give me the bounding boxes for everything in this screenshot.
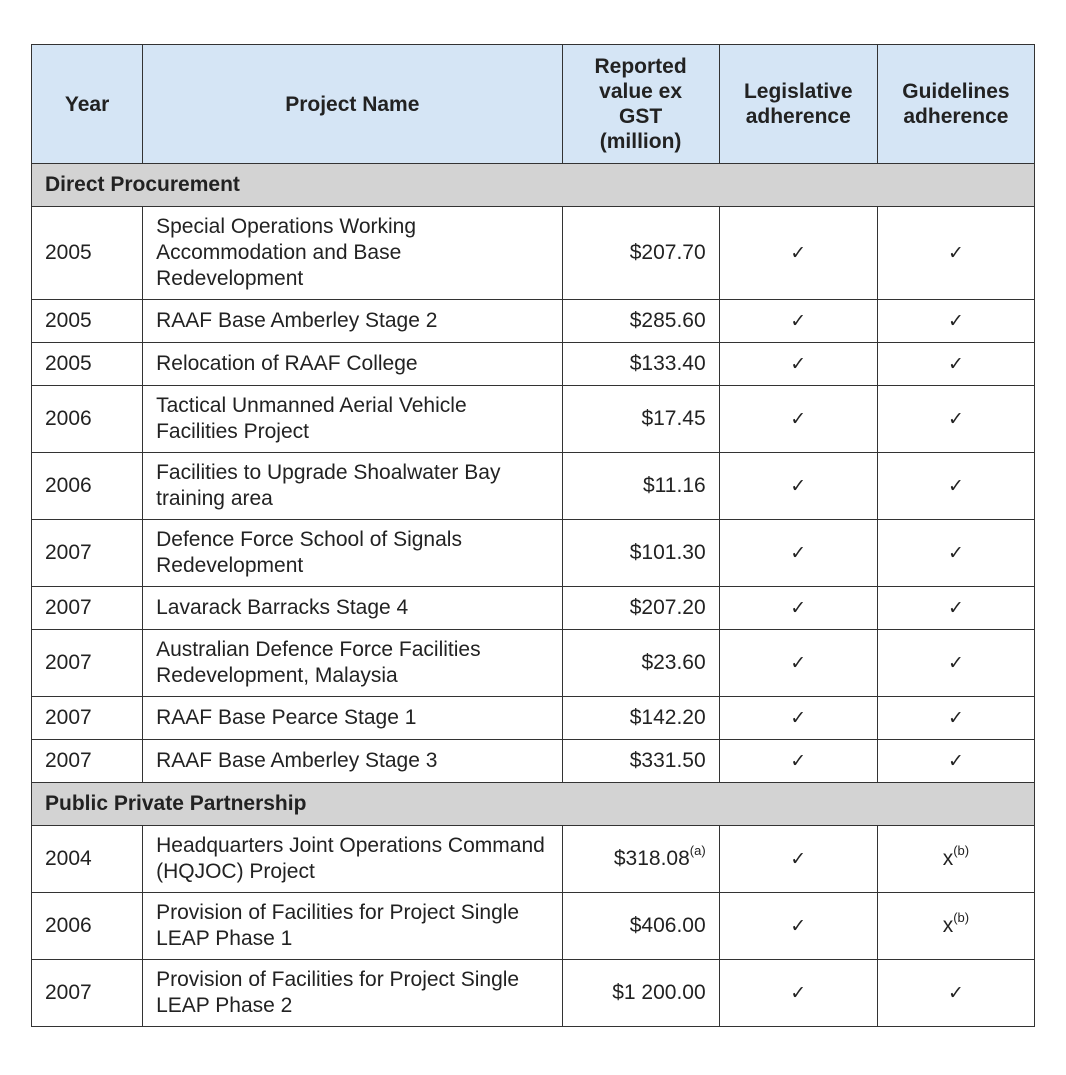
- header-legislative-line: Legislative: [743, 80, 853, 103]
- cell-reported-value: [562, 697, 719, 740]
- check-mark-icon: ✓: [790, 310, 807, 332]
- cell-year: 2006: [32, 453, 143, 520]
- cell-legislative-adherence: [719, 207, 877, 300]
- check-mark-icon: ✓: [947, 707, 964, 729]
- cell-project-name: Provision of Facilities for Project Single LEAP Phase 1: [143, 893, 562, 960]
- cell-legislative-adherence: [719, 300, 877, 343]
- cell-year: 2005: [32, 300, 143, 343]
- check-mark-icon: ✓: [790, 475, 807, 497]
- cell-reported-value: [562, 453, 719, 520]
- cell-guidelines-adherence: [877, 740, 1034, 783]
- cell-legislative-adherence: [719, 343, 877, 386]
- cross-mark-icon: x: [942, 914, 954, 937]
- header-value-line: value ex: [599, 80, 683, 103]
- cell-year: 2004: [32, 826, 143, 893]
- cell-guidelines-adherence: [877, 520, 1034, 587]
- table-row: [32, 300, 1035, 343]
- cell-project-name: Defence Force School of Signals Redevelopment: [143, 520, 562, 587]
- cross-mark-icon: x: [942, 847, 954, 870]
- table-row: [32, 453, 1035, 520]
- cell-project-name: RAAF Base Amberley Stage 3: [143, 740, 562, 783]
- cell-reported-value: [562, 300, 719, 343]
- value-text: $331.50: [629, 749, 706, 772]
- cell-legislative-adherence: [719, 740, 877, 783]
- value-text: $285.60: [629, 309, 706, 332]
- value-text: $11.16: [643, 474, 706, 497]
- cell-project-name: Lavarack Barracks Stage 4: [143, 587, 562, 630]
- cell-project-name: Tactical Unmanned Aerial Vehicle Facilities Project: [143, 386, 562, 453]
- header-year: Year: [32, 45, 143, 164]
- check-mark-icon: ✓: [790, 353, 807, 375]
- table-row: [32, 587, 1035, 630]
- cell-project-name: Australian Defence Force Facilities Redevelopment, Malaysia: [143, 630, 562, 697]
- section-row: [32, 164, 1035, 207]
- cell-legislative-adherence: [719, 630, 877, 697]
- cell-year: 2006: [32, 386, 143, 453]
- cell-reported-value: [562, 826, 719, 893]
- cell-reported-value: [562, 893, 719, 960]
- check-mark-icon: ✓: [947, 652, 964, 674]
- table-body: [32, 164, 1035, 1027]
- check-mark-icon: ✓: [790, 542, 807, 564]
- cell-year: 2007: [32, 520, 143, 587]
- table-row: [32, 893, 1035, 960]
- value-footnote: (a): [689, 843, 706, 858]
- cell-year: 2007: [32, 587, 143, 630]
- cell-project-name: RAAF Base Pearce Stage 1: [143, 697, 562, 740]
- table-row: [32, 343, 1035, 386]
- cell-legislative-adherence: [719, 960, 877, 1027]
- cell-guidelines-adherence: [877, 630, 1034, 697]
- cell-reported-value: [562, 740, 719, 783]
- check-mark-icon: ✓: [947, 475, 964, 497]
- cell-reported-value: [562, 587, 719, 630]
- check-mark-icon: ✓: [947, 542, 964, 564]
- header-guidelines-adherence: [877, 45, 1034, 164]
- check-mark-icon: ✓: [790, 848, 807, 870]
- cell-guidelines-adherence: [877, 960, 1034, 1027]
- value-text: $406.00: [629, 914, 706, 937]
- cell-guidelines-adherence: [877, 207, 1034, 300]
- check-mark-icon: ✓: [790, 242, 807, 264]
- cell-project-name: Provision of Facilities for Project Single LEAP Phase 2: [143, 960, 562, 1027]
- check-mark-icon: ✓: [790, 915, 807, 937]
- cell-guidelines-adherence: [877, 587, 1034, 630]
- value-text: $23.60: [641, 651, 706, 674]
- header-guidelines-line: adherence: [903, 105, 1009, 128]
- cell-guidelines-adherence: [877, 453, 1034, 520]
- cell-project-name: Headquarters Joint Operations Command (HQJOC) Project: [143, 826, 562, 893]
- header-legislative-adherence: [719, 45, 877, 164]
- header-guidelines-line: Guidelines: [902, 80, 1010, 103]
- check-mark-icon: ✓: [790, 750, 807, 772]
- header-value-line: Reported: [594, 55, 687, 78]
- check-mark-icon: ✓: [947, 750, 964, 772]
- cell-year: 2005: [32, 343, 143, 386]
- table-row: [32, 520, 1035, 587]
- value-text: $17.45: [641, 407, 706, 430]
- cell-guidelines-adherence: [877, 697, 1034, 740]
- check-mark-icon: ✓: [790, 982, 807, 1004]
- cell-guidelines-adherence: [877, 386, 1034, 453]
- cell-legislative-adherence: [719, 386, 877, 453]
- check-mark-icon: ✓: [790, 597, 807, 619]
- check-mark-icon: ✓: [947, 408, 964, 430]
- value-text: $133.40: [629, 352, 706, 375]
- cell-legislative-adherence: [719, 587, 877, 630]
- cell-legislative-adherence: [719, 697, 877, 740]
- check-mark-icon: ✓: [947, 310, 964, 332]
- cell-reported-value: [562, 520, 719, 587]
- value-text: $101.30: [629, 541, 706, 564]
- cell-legislative-adherence: [719, 826, 877, 893]
- table-row: [32, 697, 1035, 740]
- cell-year: 2007: [32, 960, 143, 1027]
- header-value-line: (million): [599, 130, 682, 153]
- table-row: [32, 826, 1035, 893]
- header-value-line: GST: [619, 105, 663, 128]
- table-row: [32, 740, 1035, 783]
- header-legislative-line: adherence: [745, 105, 851, 128]
- cell-legislative-adherence: [719, 893, 877, 960]
- cell-project-name: Relocation of RAAF College: [143, 343, 562, 386]
- cell-legislative-adherence: [719, 453, 877, 520]
- adherence-footnote: (b): [953, 910, 970, 925]
- adherence-footnote: (b): [953, 843, 970, 858]
- section-title: Public Private Partnership: [32, 783, 1035, 826]
- header-project-name: Project Name: [143, 45, 562, 164]
- table-row: [32, 630, 1035, 697]
- value-text: $1 200.00: [612, 981, 706, 1004]
- check-mark-icon: ✓: [947, 353, 964, 375]
- cell-legislative-adherence: [719, 520, 877, 587]
- cell-project-name: RAAF Base Amberley Stage 2: [143, 300, 562, 343]
- section-title: Direct Procurement: [32, 164, 1035, 207]
- value-text: $207.20: [629, 596, 706, 619]
- cell-guidelines-adherence: [877, 343, 1034, 386]
- cell-reported-value: [562, 960, 719, 1027]
- cell-reported-value: [562, 343, 719, 386]
- value-text: $207.70: [629, 241, 706, 264]
- header-reported-value: [562, 45, 719, 164]
- cell-project-name: Facilities to Upgrade Shoalwater Bay training area: [143, 453, 562, 520]
- cell-year: 2006: [32, 893, 143, 960]
- check-mark-icon: ✓: [947, 982, 964, 1004]
- cell-guidelines-adherence: [877, 826, 1034, 893]
- cell-project-name: Special Operations Working Accommodation and Base Redevelopment: [143, 207, 562, 300]
- cell-year: 2005: [32, 207, 143, 300]
- cell-guidelines-adherence: [877, 893, 1034, 960]
- header-row: [32, 45, 1035, 164]
- project-adherence-table: [31, 44, 1035, 1027]
- cell-year: 2007: [32, 697, 143, 740]
- value-text: $318.08: [613, 847, 690, 870]
- table-row: [32, 386, 1035, 453]
- check-mark-icon: ✓: [790, 652, 807, 674]
- cell-reported-value: [562, 630, 719, 697]
- cell-year: 2007: [32, 630, 143, 697]
- cell-reported-value: [562, 386, 719, 453]
- check-mark-icon: ✓: [790, 408, 807, 430]
- check-mark-icon: ✓: [947, 597, 964, 619]
- check-mark-icon: ✓: [947, 242, 964, 264]
- check-mark-icon: ✓: [790, 707, 807, 729]
- table-row: [32, 960, 1035, 1027]
- cell-year: 2007: [32, 740, 143, 783]
- value-text: $142.20: [629, 706, 706, 729]
- table-row: [32, 207, 1035, 300]
- cell-guidelines-adherence: [877, 300, 1034, 343]
- section-row: [32, 783, 1035, 826]
- cell-reported-value: [562, 207, 719, 300]
